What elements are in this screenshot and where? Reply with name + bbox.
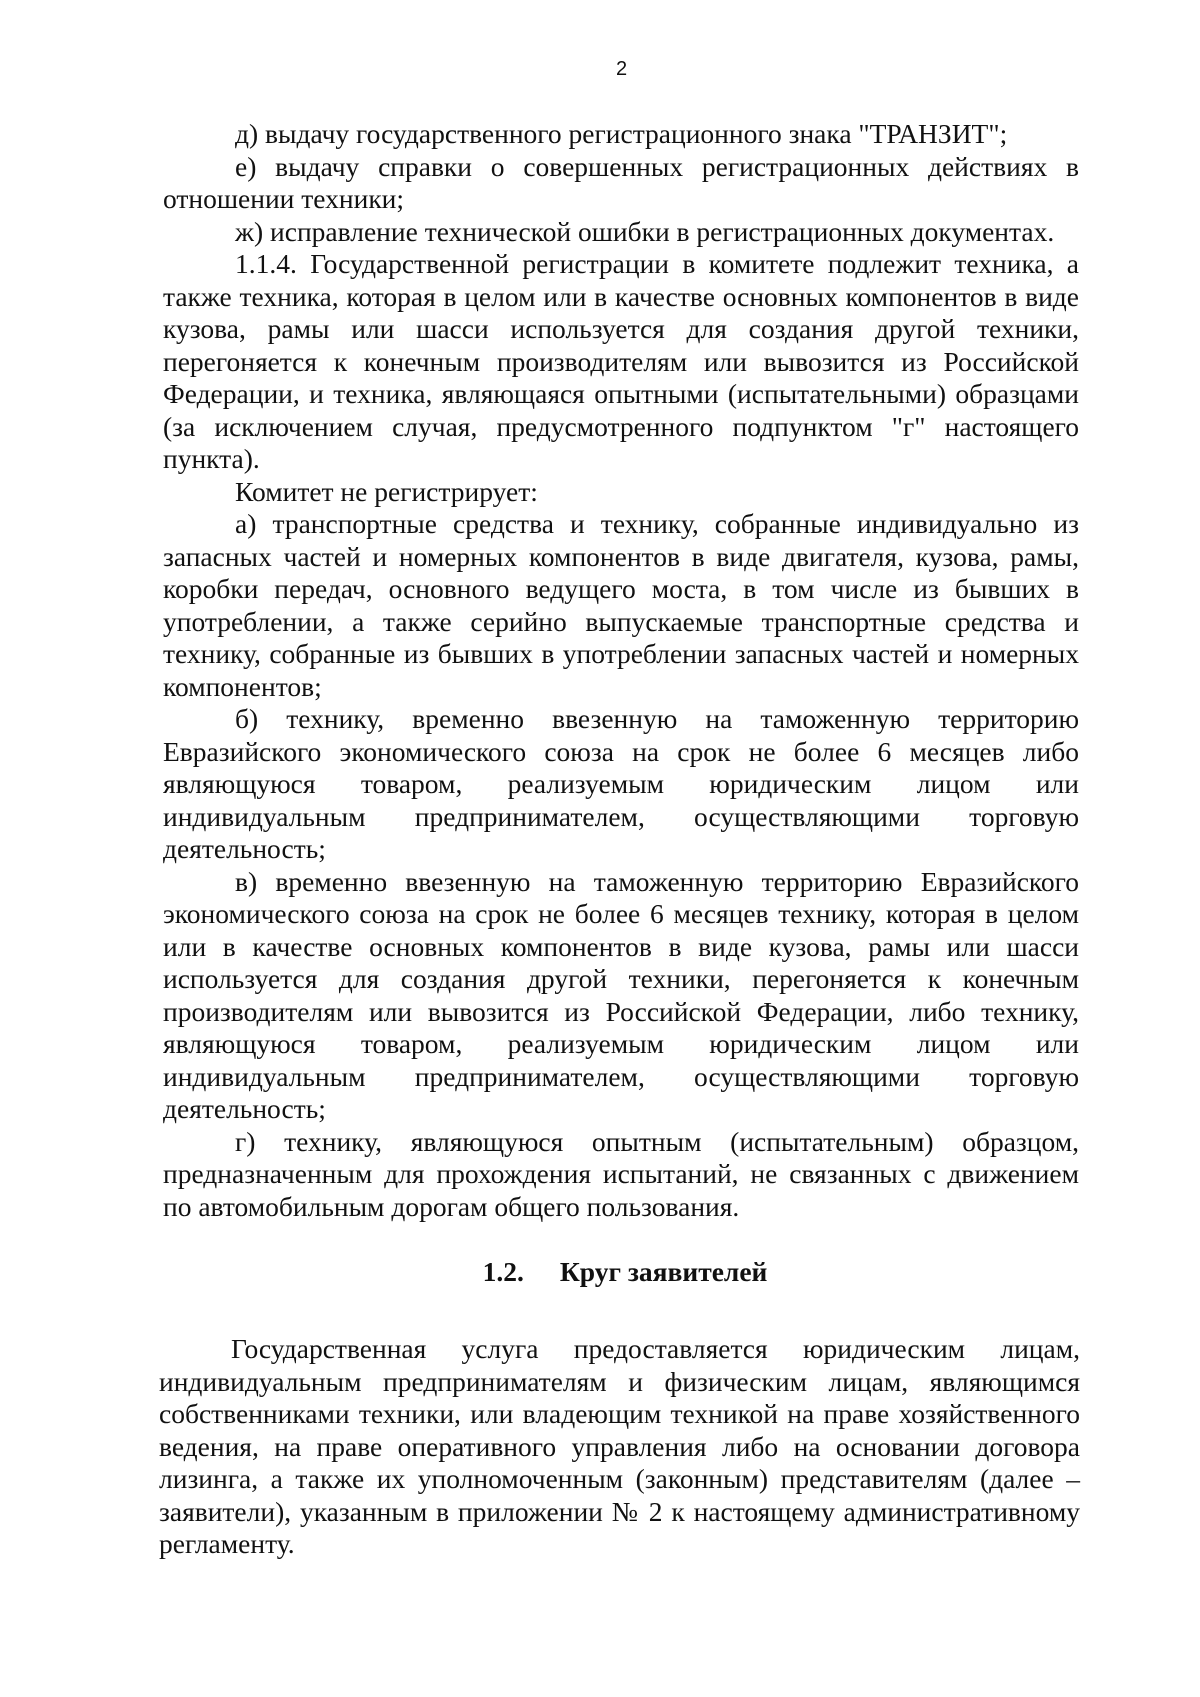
section-number: 1.2.: [482, 1256, 524, 1287]
document-body: [163, 118, 1079, 1223]
applicants-paragraph: Государственная услуга предоставляется юридическим лицам, индивидуальным предпринимателям и физическим лицам, являющимся собственниками техники, или владеющим техникой на праве хозяйственного ведения, на праве оперативного управления либо на основании договора лизинга, а также их уполномоченным (законным) представителям (далее – заявители), указанным в приложении № 2 к настоящему административному регламенту.: [159, 1333, 1080, 1559]
paragraph-item-b: б) технику, временно ввезенную на таможенную территорию Евразийского экономического союза на срок не более 6 месяцев либо являющуюся товаром, реализуемым юридическим лицом или индивидуальным предпринимателем, осуществляющими торговую деятельность;: [163, 703, 1079, 864]
section-title: Круг заявителей: [559, 1256, 768, 1287]
section-body: [159, 1333, 1080, 1561]
section-heading: [0, 1256, 1200, 1288]
paragraph-clause-1-1-4: 1.1.4. Государственной регистрации в комитете подлежит техника, а также техника, которая в целом или в качестве основных компонентов в виде кузова, рамы или шасси используется для создания другой техники, перегоняется к конечным производителям или вывозится из Российской Федерации, и техника, являющаяся опытными (испытательными) образцами (за исключением случая, предусмотренного подпунктом "г" настоящего пункта).: [163, 248, 1079, 474]
paragraph-item-v: в) временно ввезенную на таможенную территорию Евразийского экономического союза на срок не более 6 месяцев технику, которая в целом или в качестве основных компонентов в виде кузова, рамы или шасси используется для создания другой техники, перегоняется к конечным производителям или вывозится из Российской Федерации, либо технику, являющуюся товаром, реализуемым юридическим лицом или индивидуальным предпринимателем, осуществляющими торговую деятельность;: [163, 865, 1079, 1124]
paragraph-not-registered-intro: Комитет не регистрирует:: [235, 475, 538, 507]
paragraph-item-zh: ж) исправление технической ошибки в регистрационных документах.: [235, 215, 1055, 247]
page-number: 2: [615, 58, 628, 80]
paragraph-item-e: е) выдачу справки о совершенных регистрационных действиях в отношении техники;: [163, 150, 1079, 214]
paragraph-item-g: г) технику, являющуюся опытным (испытательным) образцом, предназначенным для прохождения испытаний, не связанных с движением по автомобильным дорогам общего пользования.: [163, 1125, 1079, 1222]
paragraph-item-a: а) транспортные средства и технику, собранные индивидуально из запасных частей и номерных компонентов в виде двигателя, кузова, рамы, коробки передач, основного ведущего моста, в том числе из бывших в употреблении, а также серийно выпускаемые транспортные средства и технику, собранные из бывших в употреблении запасных частей и номерных компонентов;: [163, 508, 1079, 702]
paragraph-item-d: д) выдачу государственного регистрационного знака "ТРАНЗИТ";: [235, 118, 1008, 149]
